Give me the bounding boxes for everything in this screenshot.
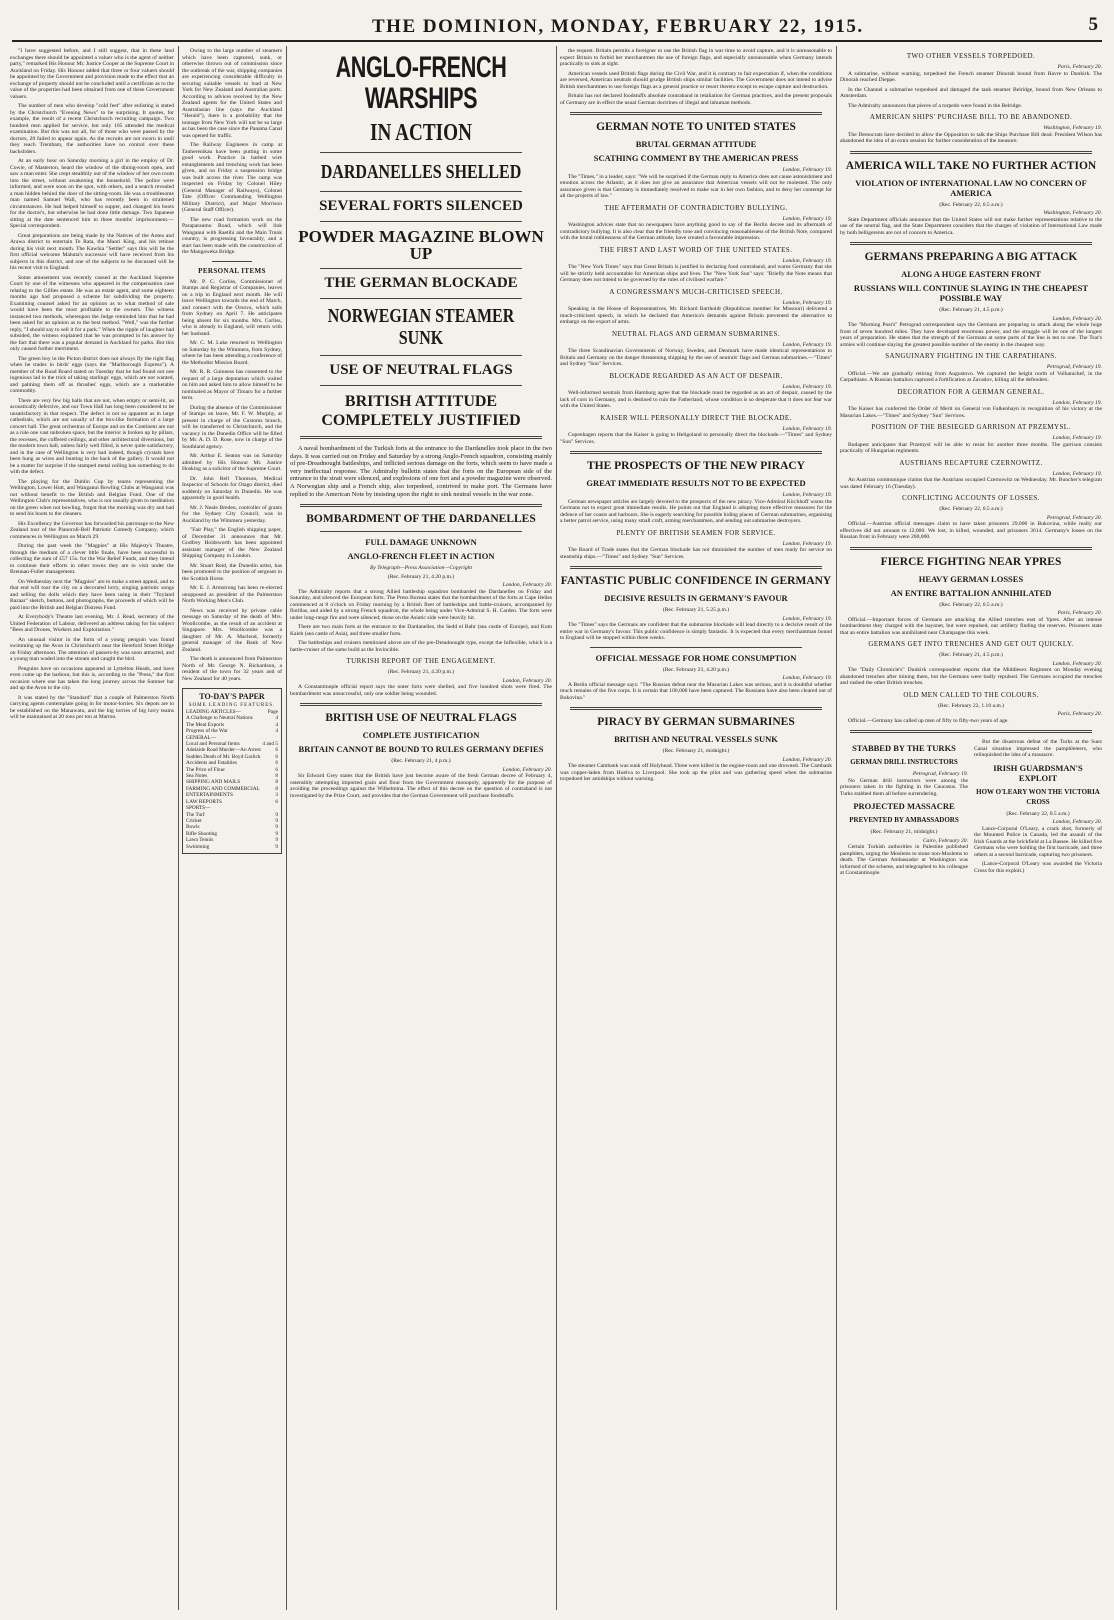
dateline: Paris, February 20. <box>1057 610 1102 616</box>
irish-guardsman-heading: IRISH GUARDSMAN'S EXPLOIT <box>993 762 1083 783</box>
news-paragraph: The "Times," in a leader, says: "We will be surprised if the German reply to America does not cause astonishment and emotion across the Atlantic, as it does not give an assurance that American vessels will not be molested. The only assurance given is that Germany is immediately resolved to make war in her own fashion, and to deny her contempt for all the projects of law." <box>560 173 832 199</box>
news-paragraph: The "Morning Post's" Petrograd correspondent says the Germans are preparing to attack along the whole huge front of seven hundred miles. They have developed enormous power, and the struggle will be one of the longest years of preparation. He states that the strength of the Germans at some parts of the line is ten to one. The Tsar's armies will continue slaying the greatest possible number of the enemy in the cheapest way. <box>840 322 1102 348</box>
dateline: London, February 19. <box>782 299 832 306</box>
stabbed-subheading: GERMAN DRILL INSTRUCTORS <box>850 758 958 766</box>
divider <box>570 707 822 710</box>
column-rule <box>836 46 837 1610</box>
personal-item: Mr. C. M. Luke returned to Wellington on Saturday by the Wimmera, from Sydney, where he has been attending a conference of the Methodist Mission Board. <box>182 340 282 366</box>
personal-item: "Fair Play," the English shipping paper, of December 31 announces that Mr. Godfrey Holdsworth has been appointed assistant manager of the New Zealand Shipping Company in London. <box>182 527 282 559</box>
index-entry: LEADING ARTICLES— Page <box>186 709 278 715</box>
section-heading: GERMANS GET INTO TRENCHES AND GET OUT QUICKLY. <box>868 640 1074 648</box>
neutral-flags-subheading: COMPLETE JUSTIFICATION <box>362 730 480 741</box>
personal-item: News was received by private cable message on Saturday of the death of Mrs. Woollcombe, as the result of an accident at Singapore. Mrs. Woollcombe was a daughter of Mr. A. Macleod, formerly general manager of the Bank of New Zealand. <box>182 607 282 653</box>
news-paragraph: The new road formation work on the Paraparaumu Road, which will link Wanganui with Raetihi and the Main Trunk country, is progressing favourably, and a start has been made with the construction of the Mangaweka Bridge. <box>182 216 282 255</box>
news-paragraph: Official.—We are gradually retiring from Augustovo. We captured the height north of Volhanichef, in the Carpathians. A Russian battalion captured a fortification at Zavadov, killing all the defenders. <box>840 370 1102 383</box>
news-paragraph: An Austrian communique claims that the Austrians occupied Czernowitz on Wednesday. Mr. Buncher's telegram was dated February 16 (Tuesday). <box>840 477 1102 490</box>
dateline: London, February 20. <box>1052 660 1102 667</box>
news-paragraph: the request. Britain permits a foreigner to use the British flag in war time to avoid capture, and it is unreasonable to expect Britain to forbid her merchantmen the use of foreign flags, and especially unreasonable when Germany intends practically to sink at sight. <box>560 48 832 67</box>
news-paragraph: State Department officials announce that the United States will not make further representations relative to the use of the neutral flag, and the State Department considers that the charges of violation of International Law made by both belligerents are not of concern to America. <box>840 216 1102 236</box>
dateline: London, February 19. <box>1052 399 1102 406</box>
news-paragraph: Official.—Important forces of Germans are attacking the Allied trenches east of Ypres. After an intense bombardment they charged with the bayonet, but were repulsed, our artillery finding the reserves. Prisoners state that an entire battalion was annihilated near Champagne this week. <box>840 616 1102 636</box>
received-time: (Rec. February 21, 4.5 p.m.) <box>939 307 1003 313</box>
divider <box>320 191 522 192</box>
index-entry: Local and Personal Items 4 and 5 <box>186 741 278 748</box>
received-time: (Rec. February 21, 4 p.m.) <box>391 758 451 765</box>
divider <box>590 647 802 648</box>
big-attack-subheading: RUSSIANS WILL CONTINUE SLAYING IN THE CHEAPEST POSSIBLE WAY <box>853 283 1089 303</box>
index-entry: Sudden Death of Mr. Boyd Garlick 6 <box>186 753 278 760</box>
dateline: Washington, February 19. <box>1043 125 1102 131</box>
german-note-subheading: BRUTAL GERMAN ATTITUDE <box>635 139 757 149</box>
german-note-subheading: SCATHING COMMENT BY THE AMERICAN PRESS <box>593 153 799 163</box>
massacre-heading: PROJECTED MASSACRE <box>853 801 955 811</box>
news-paragraph: No German drill instructors were among the prisoners taken in the fighting in the Caucasus. The Turks stabbed them all before surrendering. <box>840 777 968 797</box>
news-paragraph: The "New York Times" says that Great Britain is justified in declaring food contraband, and warns Germany that she will be strictly held accountable for American ships and lives. The "New York Sun" says: "Briefly the Note means that Germany does not intend to be governed by the rules of civilised warfare." <box>560 264 832 283</box>
received-time: (Rec. February 21, midnight.) <box>870 829 938 835</box>
divider <box>570 566 822 569</box>
received-time: (Rec. February 21, 4.20 p.m.) <box>662 666 730 673</box>
dateline: London, February 19. <box>782 675 832 681</box>
news-paragraph: Speaking in the House of Representatives, Mr. Richard Bartholdt (Republican member for Missouri) delivered a much-criticised speech, in which he declared that America's demands against Britain prevented the alternative to embargo on the export of arms. <box>560 306 832 325</box>
section-heading: A CONGRESSMAN'S MUCH-CRITICISED SPEECH. <box>609 287 783 296</box>
section-heading: CONFLICTING ACCOUNTS OF LOSSES. <box>902 494 1040 502</box>
news-paragraph: Some amusement was recently caused at the Auckland Supreme Court by one of the witnesses who appeared in the compensation case relating to the Gillies estate. He was an estate agent, and some eighteen months ago had proposed a scheme for subdividing the property. Examining counsel asked for an opinion as to what method of sale would have been the most profitable to the owners. The witness instanced two methods, whereupon the Judge reminded him that he had been asked for an opinion as to the best method. "Well," was the further reply, "I should say to sell it for a park." When the ripple of laughter had subsided, the witness explained that he was prompted in his answer by the fact that there was a popular demand in Auckland for parks. But this only caused further merriment. <box>10 274 174 352</box>
news-paragraph: Britain has not declared foodstuffs absolute contraband in retaliation for German practices, and the present proposals of Germany are in effect the usual German doctrines of illegal and inhuman methods. <box>560 93 832 106</box>
column-shipping-personal <box>182 48 282 1608</box>
news-paragraph: Washington advices state that no newspapers have anything good to say of the Berlin decree and its aftermath of contradictory bullying. It is also clear that the friendly tone and convincing reasonableness of the British Note, compared with the brutal ruthlessness of the German attitude, have created a favourable impression. <box>560 222 832 241</box>
received-time: (Rec. February 21, midnight.) <box>662 748 730 754</box>
news-paragraph: The number of men who develop "cold feet" after enlisting is stated by the Christchurch "Evening News" to be surprising. It quotes, for example, the result of a recent Christchurch recruiting campaign. Two hundred men applied for service, but only 105 attended the medical examination. But this was not all, for of those who were passed by the doctors, 20 failed to appear again. As the recruits are not sworn in until they reach Trentham, the authorities have no control over these backsliders. <box>10 103 174 155</box>
news-paragraph: American vessels used British flags during the Civil War, and it is contrary to fair expectation if, when the conditions are reversed, American neutrals should grudge British ships similar facilities. The Government does not intend to advise British merchantmen to use foreign flags as a general practice or resort thereto except to escape capture and destruction. <box>560 70 832 90</box>
personal-item: Dr. John Bell Thomson, Medical Inspector of Schools for Otago district, died suddenly on Saturday in Dunedin. He was apparently in good health. <box>182 475 282 501</box>
index-entry: FARMING AND COMMERCIAL 8 <box>186 785 278 792</box>
news-paragraph: A submarine, without warning, torpedoed the French steamer Dinorah bound from Havre to Dunkirk. The Dinorah reached Dieppe. <box>840 70 1102 83</box>
america-action-heading: AMERICA WILL TAKE NO FURTHER ACTION <box>845 159 1097 172</box>
headline-norwegian: NORWEGIAN STEAMER SUNK <box>327 305 515 349</box>
fantastic-confidence-subheading: DECISIVE RESULTS IN GERMANY'S FAVOUR <box>604 593 788 603</box>
divider <box>300 703 542 706</box>
irish-guardsman-subheading: HOW O'LEARY WON THE VICTORIA CROSS <box>976 787 1100 806</box>
bottom-split <box>840 739 1102 880</box>
news-paragraph: In the Channel a submarine torpedoed and damaged the tank steamer Belridge, bound from New Orleans to Amsterdam. <box>840 86 1102 99</box>
news-paragraph: It was stated by the "Standard" that a couple of Palmerston North carrying agents contemplate going in for motor-lorries. Six depots are to be established on the Manawatu, and the big lorries of big lorry teams will be maintained at 20 tons per ton at Marton. <box>10 694 174 720</box>
news-paragraph: His Excellency the Governor has forwarded his patronage to the New Zealand tour of the Pianoroll-Bell Patriotic Comedy Company, which commences in Wellington on March 29. <box>10 520 174 540</box>
news-paragraph: At an early hour on Saturday morning a girl in the employ of Dr. Cowie, of Masterton, heard the window of the dining-room open, and saw a man enter. She crept stealthily out of the window of her own room into the street, without awakening the household. The police were informed, and were soon on the spot, with others, and a search revealed a man hidden behind the door of the sitting-room. He was a troublesome man named Samuel Wall, who has recently been in straitened circumstances. He had helped himself to supper, and changed his boots for the doctor's, but otherwise he had done little damage. Two Japanese sitting at the date sentenced him to three months' imprisonment.—Special correspondent. <box>10 158 174 229</box>
page-number: 5 <box>1088 14 1098 35</box>
dateline: London, February 20. <box>502 582 552 589</box>
news-paragraph: The battleships and cruisers mentioned above are of the pre-Dreadnought type, except the Inflexible, which is a battle-cruiser of the same build as the Invincible. <box>290 640 552 653</box>
column-local-news <box>10 48 174 1608</box>
headline-blockade: THE GERMAN BLOCKADE <box>324 275 518 291</box>
news-paragraph: A Berlin official message says: "The Russian defeat near the Masurian Lakes was serious, and it is doubtful whether much remains of the five corps. It is certain that 100,000 have been captured. The Russians have also been cleared out of Bukovina." <box>560 681 832 701</box>
news-paragraph: German newspaper articles are largely devoted to the prospects of the new piracy. Vice-Admiral Kirchhoff warns the Germans not to expect great immediate results. He points out that England is adopting more effective measures for the defence of her coasts and harbours. She is eagerly searching for possible hiding places of German submarines, organising a better patrol service, using many small craft, arming merchantmen, and sending out submarine destroyers. <box>560 498 832 524</box>
dateline: London, February 19. <box>782 615 832 622</box>
column-german-note <box>560 48 832 1608</box>
divider <box>320 385 522 386</box>
news-paragraph: Lance-Corporal O'Leary, a crack shot, formerly of the Mounted Police in Canada, led the assault of the Irish Guards at the brickfield at La Bassee. He killed five Germans who were holding the first barricade, and three others at a second barricade, capturing two prisoners. <box>974 825 1102 858</box>
news-paragraph: But the disastrous defeat of the Turks at the Suez Canal situation impressed the pamphleteers, who relinquished the idea of a massacre. <box>974 739 1102 758</box>
section-heading: THE FIRST AND LAST WORD OF THE UNITED STATES. <box>599 245 793 254</box>
news-paragraph: The green boy in the Picton district does not always fly the right flag when he trades in birds' eggs (says the "Marlborough Express"). A member of the Road Board stated on Tuesday that he had found out one ingenious lad in the trick of taking starlings' eggs, which are not wanted, and palming them off as thrushes' eggs, which are a marketable commodity. <box>10 355 174 394</box>
todays-paper-title: TO-DAY'S PAPER <box>199 692 265 701</box>
lead-paragraph: A naval bombardment of the Turkish forts at the entrance to the Dardanelles took place in the two days. It was carried out on Friday and Saturday by a strong Anglo-French squadron, consisting mainly of pre-Dreadnought battleships, and inflicted serious damage on the forts, which seem to have made a very ineffectual response. The Admiralty bulletin states that the forts on the European side of the entrance to the strait were silenced, and explosions of one fort and a powder magazine were observed. A Norwegian ship and a French ship, also torpedoed, contrived to make port. The Germans have replied to the American Note by insisting upon the right to sink neutral vessels in the war zone. <box>290 445 552 498</box>
dateline: London, February 19. <box>782 540 832 547</box>
headline-dardanelles: DARDANELLES SHELLED <box>320 161 522 183</box>
stabbed-heading: STABBED BY THE TURKS <box>852 743 956 753</box>
divider <box>300 504 542 507</box>
column-rule <box>286 46 287 1610</box>
news-paragraph: The "Daily Chronicle's" Dunkirk correspondent reports that the Middlesex Regiment on Monday evening abandoned trenches after mining them, but the Germans were badly repulsed. The Germans occupied the trenches and rushed the other British trenches. <box>840 667 1102 686</box>
bombardment-heading: BOMBARDMENT OF THE DARDANELLES <box>306 513 536 526</box>
section-heading: AUSTRIANS RECAPTURE CZERNOWITZ. <box>899 458 1043 467</box>
bombardment-subheading: FULL DAMAGE UNKNOWN <box>365 537 477 548</box>
fantastic-confidence-heading: FANTASTIC PUBLIC CONFIDENCE IN GERMANY <box>560 575 832 587</box>
news-paragraph: Official.—Austrian official messages claim to have taken prisoners 29,000 in Bukovina, while really our effectives did not amount to 12,000. We lost, in killed, wounded, and prisoners 3614. Germany's losses on the Russian front in February were 200,000. <box>840 521 1102 540</box>
dateline: London, February 19. <box>782 215 832 222</box>
personal-item: Mr. R. R. Guinness has consented to the request of a large deputation which waited on him and asked him to allow himself to be nominated as Mayor of Timaru for a further term. <box>182 369 282 401</box>
index-entry: Sea Notes 8 <box>186 773 278 780</box>
big-attack-heading: GERMANS PREPARING A BIG ATTACK <box>864 251 1078 263</box>
todays-paper-subtitle: SOME LEADING FEATURES. <box>188 703 276 708</box>
dateline: London, February 20. <box>502 766 552 773</box>
ypres-heading: FIERCE FIGHTING NEAR YPRES <box>880 555 1062 568</box>
received-time: (Rec. February 22, 1.10 a.m.) <box>937 702 1005 709</box>
divider <box>320 268 522 269</box>
received-time: (Rec. February 21, 5.25 p.m.) <box>662 607 730 613</box>
index-entry: Accidents and Fatalities 6 <box>186 760 278 767</box>
news-paragraph: There are very few big halls that are not, when empty or semi-lit, an acoustically defective, and our Town Hall has long been considered to be unsatisfactory in that respect. The defect is not so apparent as in large cathedrals, which are not usually of the box-like formation of a large concert hall. The great orchestras of Europe and on the Continent are not as a rule one vast unbroken space, but the interior is broken up by pillars, the recesses, the coffered ceilings, and other architectural diversions, but the modern town hall, unless fairly well filled, is never quite satisfactory, and in the case of Wellington is very bad indeed, though crystals have been hung as wires and bunting in the back of the gallery. It would not be a matter for surprise if the stamped metal ceiling has something to do with the defect. <box>10 397 174 475</box>
divider <box>850 242 1092 245</box>
news-paragraph: The steamer Cambank was sunk off Holyhead. Three were killed in the engine-room and one drowned. The Cambank was copper-laden from Huelva to Liverpool. She took up the pilot and was gathering speed when the submarine torpedoed her amidships without warning. <box>560 763 832 782</box>
dateline: Paris, February 20. <box>1057 711 1102 717</box>
divider <box>320 531 522 532</box>
received-time: (Rec. February 21, 4.5 p.m.) <box>939 652 1003 658</box>
news-paragraph: Budapest anticipates that Przemysl will be able to resist for another three months. The garrison consists practically of Hungarian regiments. <box>840 441 1102 454</box>
index-entry: Rifle Shooting 9 <box>186 830 278 837</box>
masthead <box>12 14 1102 42</box>
index-entry: GENERAL— <box>186 734 217 741</box>
section-heading: SANGUINARY FIGHTING IN THE CARPATHIANS. <box>885 352 1057 360</box>
column-war-cables <box>840 48 1102 1608</box>
index-entry: The Turf 9 <box>186 811 278 818</box>
index-entry: Lawn Tennis 9 <box>186 837 278 844</box>
dateline: Petrograd, February 19. <box>912 771 968 777</box>
section-heading: BLOCKADE REGARDED AS AN ACT OF DESPAIR. <box>609 371 783 380</box>
bombardment-subheading: ANGLO-FRENCH FLEET IN ACTION <box>347 551 495 562</box>
divider <box>850 730 1092 733</box>
news-paragraph: The Admiralty announces that pieces of a torpedo were found in the Belridge. <box>848 102 1023 109</box>
section-heading: PLENTY OF BRITISH SEAMEN FOR SERVICE. <box>616 528 776 537</box>
news-paragraph: The Kaiser has conferred the Order of Merit on General von Falkenhayn in recognition of his victory at the Masurian Lakes.—"Times" and Sydney "Sun" Services. <box>840 406 1102 419</box>
masthead-title: THE DOMINION, MONDAY, FEBRUARY 22, 1915. <box>372 16 864 37</box>
news-paragraph: During the past week the "Magpies" at His Majesty's Theatre, through the medium of a clever little finale, have been successful in collecting the sum of £57 15s. for the War Relief Funds, and they intend to continue their efforts in other towns they are to visit under the Brennan-Fuller management. <box>10 543 174 575</box>
piracy-subheading: GREAT IMMEDIATE RESULTS NOT TO BE EXPECTED <box>586 478 806 488</box>
received-time: (Rec. February 22, 0.5 a.m.) <box>1006 810 1070 817</box>
news-paragraph: On Wednesday next the "Magpies" are to make a street appeal, and to that end will tour the city on a decorated lorry, singing patriotic songs and selling the dolls which they have been using in their "Toyland Bazaar" sketch, buttons, and photographs, the proceeds of which will be paid into the British and Belgian Distress Fund. <box>10 578 174 611</box>
dateline: Paris, February 20. <box>1057 64 1102 70</box>
headline-forts: SEVERAL FORTS SILENCED <box>319 198 523 214</box>
dateline: Cairo, February 20. <box>922 837 968 844</box>
credit-line: By Telegraph—Press Association—Copyright <box>369 565 473 572</box>
index-entry: LAW REPORTS 6 <box>186 798 278 805</box>
personal-items-heading: PERSONAL ITEMS <box>198 266 266 275</box>
news-paragraph: The "Times" says the Germans are confident that the submarine blockade will lead directly to a decisive result of the entire war in Germany's favour. This public confidence is simply fantastic. It is expected that every merchantman bound to England will be stopped within three weeks. <box>560 622 832 641</box>
features-index <box>186 709 278 850</box>
dateline: London, February 19. <box>782 492 832 498</box>
received-time: (Rec. February 22, 0.5 a.m.) <box>939 506 1003 512</box>
dateline: London, February 19. <box>1052 470 1102 477</box>
section-heading: OLD MEN CALLED TO THE COLOURS. <box>903 690 1039 699</box>
index-entry: The Meat Exports 4 <box>186 721 278 728</box>
personal-item: During the absence of the Commissioner of Stamps on leave, Mr. F. W. Murphy, at present in charge of the Customs branch, will be transferred to Christchurch, and the vacancy in the Dunedin Office will be filled by Mr. A. D. D. Rose, now in charge of the Southland agency. <box>182 404 282 450</box>
section-heading: NEUTRAL FLAGS AND GERMAN SUBMARINES. <box>612 329 780 338</box>
main-headline: ANGLO-FRENCH WARSHIPS <box>335 51 507 115</box>
todays-paper-box <box>182 688 282 854</box>
received-time: (Rec. February 22, 0.5 a.m.) <box>939 601 1003 608</box>
divider <box>320 355 522 356</box>
index-entry: Swimming 9 <box>186 843 278 850</box>
dateline: London, February 20. <box>782 756 832 763</box>
german-note-heading: GERMAN NOTE TO UNITED STATES <box>596 121 796 133</box>
massacre-subheading: PREVENTED BY AMBASSADORS <box>849 816 959 824</box>
index-entry: A Challenge to Neutral Nations 4 <box>186 715 278 722</box>
submarine-piracy-subheading: BRITISH AND NEUTRAL VESSELS SUNK <box>614 734 778 744</box>
news-paragraph: There are two main forts at the entrance to the Dardanelles, the Sedd el Bahr (sea castle of Europe), and Kum Kaleh (sea castle of Asia), and three smaller forts. <box>290 624 552 637</box>
divider <box>320 298 522 299</box>
news-paragraph: The Board of Trade states that the German blockade has not diminished the number of men ready for service on steamship ships.—"Times" and Sydney "Sun" Services. <box>560 547 832 560</box>
divider <box>212 261 252 262</box>
headline-british-attitude: BRITISH ATTITUDE COMPLETELY JUSTIFIED <box>321 393 521 429</box>
divider <box>320 152 522 153</box>
submarine-piracy-heading: PIRACY BY GERMAN SUBMARINES <box>597 716 795 728</box>
news-paragraph: A Constantinople official report says the outer forts were shelled, and five hundred shots were fired. The bombardment was unsuccessful, only one soldier being wounded. <box>290 684 552 697</box>
dateline: London, February 19. <box>782 257 832 264</box>
divider <box>320 221 522 222</box>
section-heading: TWO OTHER VESSELS TORPEDOED. <box>906 52 1036 60</box>
dateline: London, February 20. <box>1052 819 1102 825</box>
news-paragraph: (Lance-Corporal O'Leary was awarded the Victoria Cross for this exploit.) <box>974 861 1102 874</box>
dateline: London, February 20. <box>502 677 552 684</box>
news-paragraph: Official.—Germany has called up men of fifty to fifty-two years of age. <box>848 717 1009 724</box>
column-rule <box>556 46 557 1610</box>
news-paragraph: The Democrats have decided to allow the Opposition to talk the Ships Purchase Bill dead. President Wilson has abandoned the idea of an extra session for further consideration of the measure. <box>840 131 1102 144</box>
index-entry: Progress of the War 4 <box>186 728 278 735</box>
headline-magazine: POWDER MAGAZINE BLOWN UP <box>298 227 544 263</box>
news-paragraph: An unusual visitor in the form of a young penguin was found swimming up the Avon in Christchurch near the Hereford Street Bridge on Friday afternoon. The attention of passers-by was soon attracted, and a young man waded into the stream and caught the bird. <box>10 636 174 662</box>
divider <box>570 451 822 454</box>
divider <box>570 112 822 115</box>
news-paragraph: Copenhagen reports that the Kaiser is going to Heligoland to personally direct the blockade.—"Times" and Sydney "Sun" Services. <box>560 432 832 445</box>
section-heading: DECORATION FOR A GERMAN GENERAL. <box>897 387 1045 396</box>
section-heading: POSITION OF THE BESIEGED GARRISON AT PRZEMYSL. <box>871 423 1071 431</box>
news-paragraph: The three Scandinavian Governments of Norway, Sweden, and Denmark have made identical representations to Britain and Germany on the danger threatening shipping by the use of neutrals' flags and German submarines.—"Times" and Sydney "Sun" Services. <box>560 348 832 367</box>
neutral-flags-heading: BRITISH USE OF NEUTRAL FLAGS <box>325 712 517 725</box>
dateline: London, February 19. <box>782 425 832 432</box>
dateline: London, February 19. <box>782 167 832 173</box>
personal-item: Mr. E. J. Armstrong has been re-elected unopposed as president of the Palmerston North Working Men's Club. <box>182 585 282 604</box>
headline-neutral-flags: USE OF NEUTRAL FLAGS <box>329 362 513 378</box>
received-time: (Rec. February 21, 4.20 p.m.) <box>387 669 455 676</box>
news-paragraph: "I have suggested before, and I still suggest, that in these land exchanges there should be appointed a valuer who is the agent of neither party," remarked His Honour Mr. Justice Cooper at the Supreme Court in Auckland on Friday. His Honour added that three or four valuers should be appointed by the Government and provision made to the effect that an exchange of property should not be concluded until a certificate as to the value of the properties had been obtained from one of these Government valuers. <box>10 48 174 100</box>
section-heading: KAISER WILL PERSONALLY DIRECT THE BLOCKADE. <box>600 413 792 422</box>
index-entry: Bowls 9 <box>186 824 278 831</box>
divider <box>850 547 1092 550</box>
dateline: London, February 19. <box>1052 435 1102 441</box>
big-attack-subheading: ALONG A HUGE EASTERN FRONT <box>901 269 1041 279</box>
piracy-heading: THE PROSPECTS OF THE NEW PIRACY <box>586 460 805 472</box>
divider <box>300 436 542 439</box>
dateline: London, February 19. <box>782 383 832 390</box>
news-paragraph: Penguins have on occasions appeared at Lyttelton Heads, and have even come up the harbour, but this is, according to the "Press," the first occasion where one has taken the long journey across the Sumner bar and up the Avon to the city. <box>10 665 174 691</box>
news-paragraph: Well-informed neutrals from Hamburg agree that the blockade must be regarded as an act of despair, caused by the lack of corn in Germany, and is destined to ruin the Fatherland, whose condition is so desperate that it does not fear war with the United States. <box>560 390 832 409</box>
news-paragraph: Certain Turkish authorities in Palestine published pamphlets, urging the Moslems to stone non-Moslems to death. The German Ambassador at Washington was informed of the scheme, and telegraphed to his colleague at Constantinople. <box>840 844 968 876</box>
ypres-subheading: AN ENTIRE BATTALION ANNIHILATED <box>890 587 1052 598</box>
official-message-heading: OFFICIAL MESSAGE FOR HOME CONSUMPTION <box>595 652 797 663</box>
dateline: Petrograd, February 20. <box>1046 514 1102 521</box>
divider <box>850 151 1092 154</box>
column-dardanelles <box>290 48 552 1608</box>
news-paragraph: Sir Edward Grey states that the British have just become aware of the fresh German decree of February 4, ostensibly attempting imported grain and flour from the Government monopoly, apparently for the purpose of avoiding the proceedings against the Wilhelmina. The effect of this decree on the question of contraband is not investigated by the Prize Court, and provides that the German Government will purchase foodstuffs. <box>290 773 552 799</box>
dateline: Petrograd, February 19. <box>1046 364 1102 370</box>
received-time: (Rec. February 22, 0.5 a.m.) <box>939 201 1003 208</box>
column-rule <box>178 46 179 1610</box>
news-paragraph: The Railway Engineers in camp at Tauherenikau have been putting in some good work. Practice in barbed wire entanglements and trenching work has been given, and on Friday a suspension bridge was built across the river. The camp was inspected on Friday by Colonel Hiley (General Manager of Railways), Colonel Tate (Officer Commanding Wellington Military District), and Major Morrison (General Staff Officer). <box>182 142 282 213</box>
index-entry: The Price of Flour 6 <box>186 766 278 773</box>
dateline: London, February 19. <box>782 341 832 348</box>
personal-item: Mr. P. C. Corliss, Commissioner of Stamps and Registrar of Companies, leaves on a trip to England next month. He will leave Wellington towards the end of March, and connect with the Orsova, which sails from Sydney on April 7. He anticipates being absent for six months. Mrs. Corliss, who is already in England, will return with her husband. <box>182 278 282 337</box>
section-heading: THE AFTERMATH OF CONTRADICTORY BULLYING. <box>604 203 788 212</box>
neutral-flags-subheading: BRITAIN CANNOT BE BOUND TO RULES GERMANY DEFIES <box>298 744 544 755</box>
news-paragraph: The playing for the Dublin Cup by teams representing the Wellington, Lower Hutt, and Wanganui Bowling Clubs at Wanganui was not without benefit to the British and Belgian Fund. One of the Wellington Club's representatives, who is not usually given to meditation on the green when not bowling, forgot that the morning was dry and had to send his boots to the cleaners. <box>10 478 174 517</box>
personal-item: Mr. Stuart Reid, the Dunedin artist, has been promoted to the position of sergeant in the Scottish Horse. <box>182 562 282 582</box>
index-entry: SPORTS— <box>186 805 211 812</box>
section-heading: AMERICAN SHIPS' PURCHASE BILL TO BE ABANDONED. <box>869 113 1073 121</box>
news-paragraph: At Everybody's Theatre last evening, Mr. J. Read, secretary of the United Federation of Labour, delivered an address taking for his subject "Bees and Drones, Workers and Exploitation." <box>10 614 174 633</box>
turkish-report-heading: TURKISH REPORT OF THE ENGAGEMENT. <box>346 657 496 666</box>
news-paragraph: Great preparations are being made by the Natives of the Aotea and Arawa district to entertain Te Rata, the Maori King, and his retinue during his visit next month. The Kawhia "Settler" says this will be the first official welcome Mahuta's successor will have received from his subjects in this district, and one of the subjects to be discussed will be his recent visit to England. <box>10 232 174 271</box>
personal-item: Mr. J. Neale Breden, controller of grants for the Sydney City Council, was in Auckland by the Wimmera yesterday. <box>182 504 282 524</box>
america-action-subheading: VIOLATION OF INTERNATIONAL LAW NO CONCERN OF AMERICA <box>855 177 1087 198</box>
news-paragraph: Owing to the large number of steamers which have been captured, sunk, or otherwise thrown out of commission since the outbreak of the war, shipping companies are experiencing considerable difficulty in securing suitable vessels to load at New York for New Zealand and Australian ports. According to advices received by the New Zealand agents for the United States and Australasian line (says the Auckland "Herald"), there is a probability that the tonnage from New York will not be so large as has been the case since the Panama Canal was opened for traffic. <box>182 48 282 139</box>
ypres-subheading: HEAVY GERMAN LOSSES <box>918 573 1024 584</box>
dateline: Washington, February 20. <box>1043 210 1102 216</box>
headline-in-action: IN ACTION <box>370 120 472 146</box>
index-entry: ENTERTAINMENTS 3 <box>186 792 278 799</box>
received-time: (Rec. February 21, 4.20 p.m.) <box>387 573 455 580</box>
index-entry: Cricket 9 <box>186 817 278 824</box>
irish-guardsman-story <box>974 739 1102 880</box>
personal-item: Mr. Arthur E. Seaton was on Saturday admitted by His Honour Mr. Justice Hosking as a solicitor of the Supreme Court. <box>182 453 282 472</box>
dateline: London, February 20. <box>1052 315 1102 322</box>
index-entry: Adelaide Road Murder—An Arrest 6 <box>186 747 278 754</box>
stabbed-story <box>840 739 968 880</box>
index-entry: SHIPPING AND MAILS 8 <box>186 779 278 786</box>
personal-item: The death is announced from Palmerston North of Mr. George N. Richardson, a resident of the town for 32 years and of New Zealand for 40 years. <box>182 656 282 682</box>
news-paragraph: The Admiralty reports that a strong Allied battleship squadron bombarded the Dardanelles on Friday and Saturday, and silenced the European forts. The Press Bureau states that the bombardment of the forts at Cape Helles commenced at 8 o'clock on Friday morning by a British fleet of battleships and battle-cruisers, accompanied by flotillas, and aided by a strong French squadron, the whole being under Vice-Admiral S. H. Carden. The forts were under long-range fire and were silenced; those on the Asiatic side were heavily hit. <box>290 588 552 621</box>
